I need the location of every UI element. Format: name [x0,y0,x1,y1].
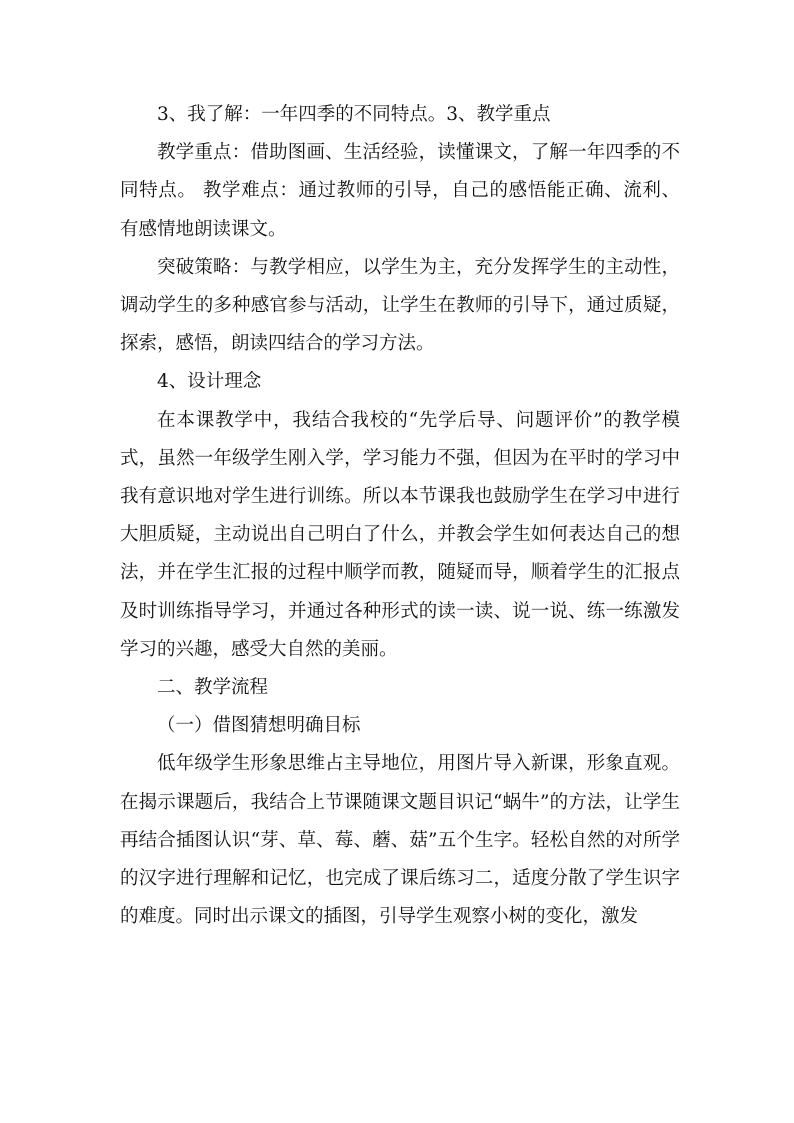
design-concept-heading: 4、设计理念 [157,371,262,393]
point-3-heading: 3、我了解：一年四季的不同特点。3、教学重点 [157,104,551,125]
document-body [120,96,680,936]
teaching-process-heading: 二、教学流程 [157,677,269,699]
teaching-focus-paragraph: 教学重点：借助图画、生活经验，读懂课文，了解一年四季的不同特点。 教学难点：通过教师的引导，自己的感悟能正确、流利、有感情地朗读课文。 [120,142,680,240]
section-one-paragraph: 低年级学生形象思维占主导地位，用图片导入新课，形象直观。在揭示课题后，我结合上节课随课文题目识记“蜗牛”的方法，让学生再结合插图认识“芽、草、莓、蘑、菇”五个生字。轻松自然的对所学的汉字进行理解和记忆，也完成了课后练习二，适度分散了学生识字的难度。同时出示课文的插图，引导学生观察小树的变化，激发 [120,753,680,928]
breakthrough-strategy-paragraph: 突破策略：与教学相应，以学生为主，充分发挥学生的主动性，调动学生的多种感官参与活动，让学生在教师的引导下，通过质疑，探索，感悟，朗读四结合的学习方法。 [120,256,680,355]
design-concept-paragraph: 在本课教学中，我结合我校的“先学后导、问题评价”的教学模式，虽然一年级学生刚入学，学习能力不强，但因为在平时的学习中我有意识地对学生进行训练。所以本节课我也鼓励学生在学习中进行大胆质疑，主动说出自己明白了什么，并教会学生如何表达自己的想法，并在学生汇报的过程中顺学而教，随疑而导，顺着学生的汇报点及时训练指导学习，并通过各种形式的读一读、说一说、练一练激发学习的兴趣，感受大自然的美丽。 [120,409,680,660]
section-one-heading: （一）借图猜想明确目标 [157,715,361,737]
